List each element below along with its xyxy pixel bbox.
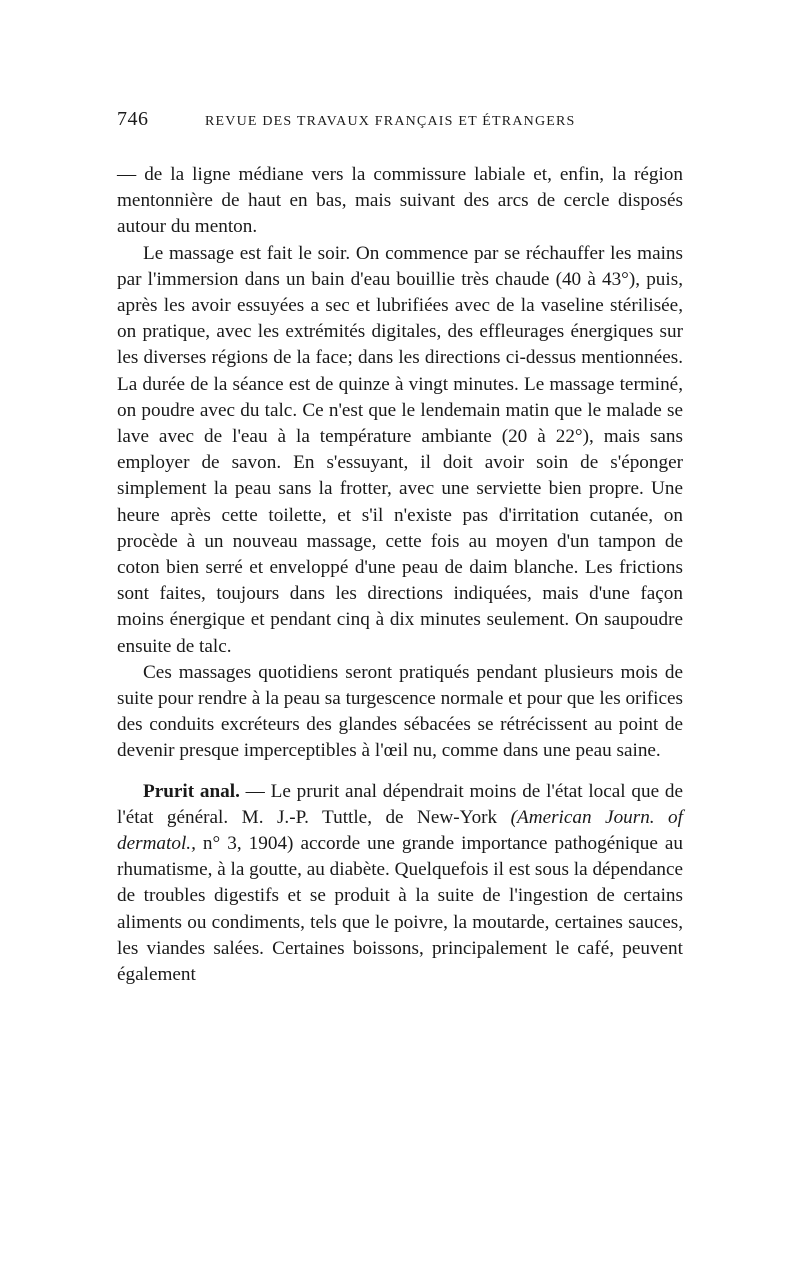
prurit-text-part-b: n° 3, 1904) accorde une grande importance pathogénique au rhumatisme, à la goutte, au diabète. Quelquefois il est sous la dépendance de troubles digestifs et se produit à la suite de l'ingestion de certains aliments ou condiments, tels que le poivre, la moutarde, certaines sauces, les viandes salées. Certaines boissons, principalement le café, peuvent également [117, 833, 683, 986]
paragraph-continuation: — de la ligne médiane vers la commissure labiale et, enfin, la région mentonnière de haut en bas, mais suivant des arcs de cercle disposés autour du menton. [117, 164, 683, 238]
body-text [117, 162, 683, 988]
paragraph-daily-massages: Ces massages quotidiens seront pratiqués pendant plusieurs mois de suite pour rendre à la peau sa turgescence normale et pour que les orifices des conduits excréteurs des glandes sébacées se rétrécissent au point de devenir presque imperceptibles à l'œil nu, comme dans une peau saine. [117, 661, 683, 762]
journal-citation: (American Journ. of dermatol., [117, 806, 683, 855]
paragraph-prurit-anal [117, 779, 683, 989]
paragraph-massage-procedure: Le massage est fait le soir. On commence par se réchauffer les mains par l'immersion dans un bain d'eau bouillie très chaude (40 à 43°), puis, après les avoir essuyées a sec et lubrifiées avec de la vaseline stérilisée, on pratique, avec les extrémités digitales, des effleurages énergiques sur les diverses régions de la face; dans les directions ci-dessus mentionnées. La durée de la séance est de quinze à vingt minutes. Le massage terminé, on poudre avec du talc. Ce n'est que le lendemain matin que le malade se lave avec de l'eau à la température ambiante (20 à 22°), mais sans employer de savon. En s'essuyant, il doit avoir soin de s'éponger simplement la peau sans la frotter, avec une serviette bien propre. Une heure après cette toilette, et s'il n'existe pas d'irritation cutanée, on procède à un nouveau massage, cette fois au moyen d'un tampon de coton bien serré et enveloppé d'une peau de daim blanche. Les frictions sont faites, toujours dans les directions indiquées, mais d'une façon moins énergique et pendant cinq à dix minutes seulement. On saupoudre ensuite de talc. [117, 242, 683, 657]
running-title: REVUE DES TRAVAUX FRANÇAIS ET ÉTRANGERS [205, 114, 576, 129]
section-title-prurit-anal: Prurit anal. [143, 780, 240, 802]
page-number: 746 [117, 108, 149, 130]
page-header [117, 108, 683, 142]
prurit-text-part-a: — Le prurit anal dépendrait moins de l'état local que de l'état général. M. J.-P. Tuttle, de New-York [117, 780, 683, 828]
document-page [117, 108, 683, 988]
section-gap [117, 765, 683, 779]
